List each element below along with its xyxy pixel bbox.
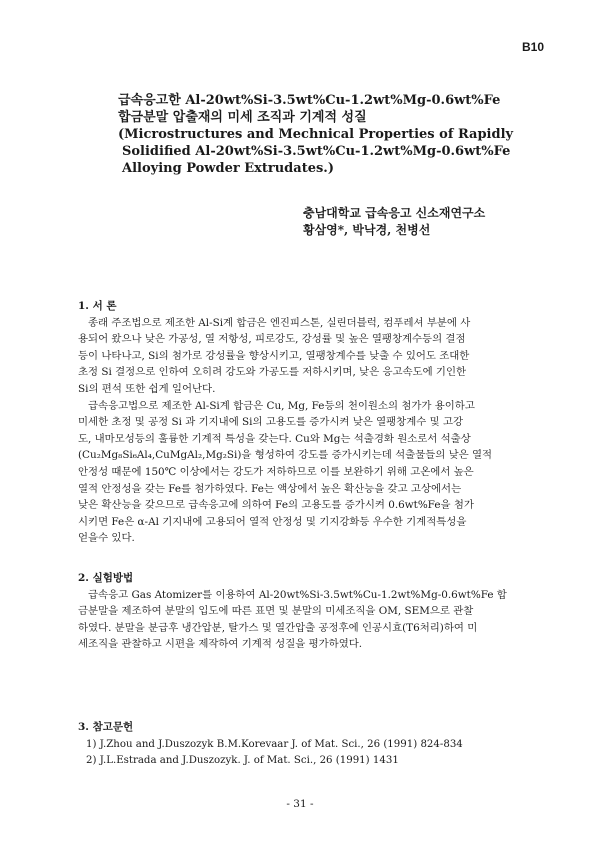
paper-title [118,92,558,177]
section-references [78,719,538,769]
text-line: 열적 안정성을 갖는 Fe를 첨가하였다. Fe는 액상에서 높은 확산능을 갖고 고상에서는 [78,482,462,495]
intro-paragraph-1 [78,315,534,398]
text-line: 시키면 Fe은 α-Al 기지내에 고용되어 열적 안정성 및 기지강화등 우수한 기계적특성을 [78,515,467,528]
text-line: 등이 나타나고, Si의 첨가로 강성률을 향상시키고, 열팽창계수를 낮출 수 있어도 조대한 [78,349,470,362]
text-line: 종래 주조법으로 제조한 Al-Si계 합금은 엔진피스톤, 실린더블럭, 컴푸레셔 부분에 사 [88,316,471,329]
text-line: 세조직을 관찰하고 시편을 제작하여 기계적 성질을 평가하였다. [78,638,363,651]
title-english-line-2: Solidified Al-20wt%Si-3.5wt%Cu-1.2wt%Mg-0.6wt%Fe [122,144,511,159]
text-line: 급속응고 Gas Atomizer를 이용하여 Al-20wt%Si-3.5wt%Cu-1.2wt%Mg-0.6wt%Fe 합 [88,588,507,601]
page-code: B10 [521,40,544,54]
reference-item: 2) J.L.Estrada and J.Duszozyk. J. of Mat. Sci., 26 (1991) 1431 [86,755,399,766]
authors: 황삼영*, 박낙경, 천병선 [303,223,431,237]
text-line: 하였다. 분말을 분급후 냉간압분, 탈가스 및 열간압출 공정후에 인공시효(T6처리)하여 미 [78,621,478,634]
title-english-line-1: (Microstructures and Mechnical Properties of Rapidly [118,127,514,142]
text-line: 낮은 확산능을 갖으므로 급속응고에 의하여 Fe의 고용도를 증가시켜 0.6wt%Fe을 첨가 [78,499,474,512]
text-line: 급속응고법으로 제조한 Al-Si계 합금은 Cu, Mg, Fe등의 천이원소의 첨가가 용이하고 [88,399,475,412]
text-line: 용되어 왔으나 낮은 가공성, 열 저항성, 피로강도, 강성률 및 높은 열팽창계수등의 결점 [78,333,466,346]
page-number: - 31 - [286,798,314,810]
title-korean-line-1: 급속응고한 Al-20wt%Si-3.5wt%Cu-1.2wt%Mg-0.6wt%Fe [118,93,501,108]
intro-paragraph-2 [78,398,534,547]
text-line: 초정 Si 결정으로 인하여 오히려 강도와 가공도를 저하시키며, 낮은 응고속도에 기인한 [78,366,467,379]
title-korean-line-2: 합금분말 압출재의 미세 조직과 기계적 성질 [118,110,367,125]
text-line: Si의 편석 또한 쉽게 일어난다. [78,382,216,395]
method-heading: 2. 실험방법 [78,572,134,584]
text-line: 안정성 때문에 150℃ 이상에서는 강도가 저하하므로 이를 보완하기 위해 고온에서 높은 [78,465,474,478]
text-line: (Cu₂Mg₈Si₆Al₄,CuMgAl₂,Mg₂Si)을 형성하여 강도를 증가시키는데 석출물들의 낮은 열적 [78,449,493,462]
section-introduction [78,298,534,547]
affiliation [303,205,523,239]
institution: 충남대학교 급속응고 신소재연구소 [303,206,486,220]
intro-heading: 1. 서 론 [78,300,117,312]
text-line: 도, 내마모성등의 훌륭한 기계적 특성을 갖는다. Cu와 Mg는 석출경화 원소로서 석출상 [78,432,471,445]
text-line: 미세한 초정 및 공정 Si 과 기지내에 Si의 고용도를 증가시켜 낮은 열팽창계수 및 고강 [78,416,464,429]
text-line: 금분말을 제조하여 분말의 입도에 따른 표면 및 분말의 미세조직을 OM, SEM으로 관찰 [78,605,474,618]
references-heading: 3. 참고문헌 [78,721,134,733]
section-method [78,570,534,653]
text-line: 얻을수 있다. [78,532,135,545]
reference-item: 1) J.Zhou and J.Duszozyk B.M.Korevaar J. of Mat. Sci., 26 (1991) 824-834 [86,739,463,750]
title-english-line-3: Alloying Powder Extrudates.) [122,161,334,176]
method-paragraph [78,587,534,653]
